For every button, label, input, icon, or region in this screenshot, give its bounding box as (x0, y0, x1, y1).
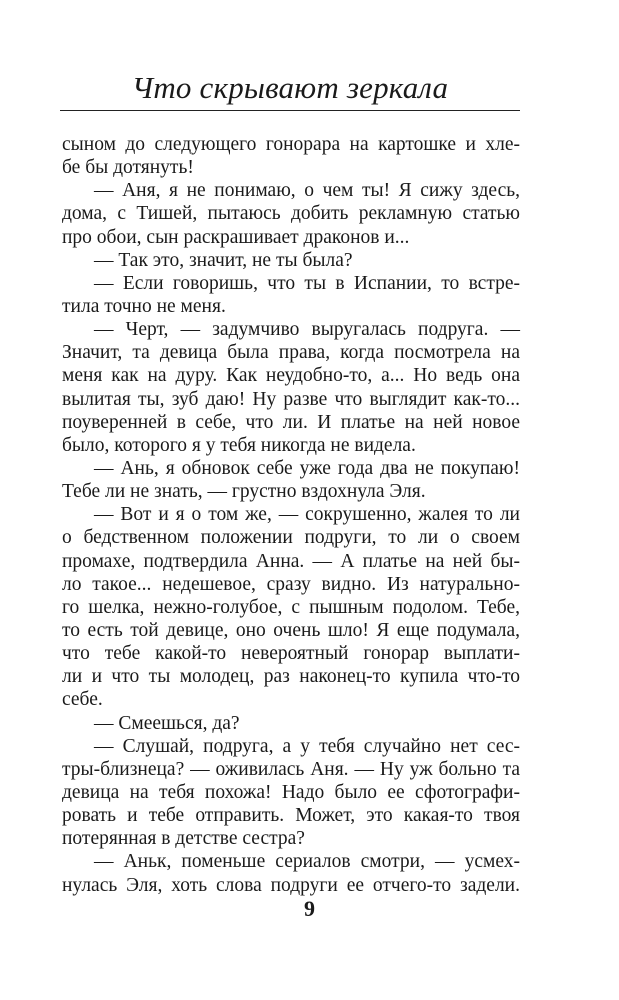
text-line: ли и что ты молодец, раз наконец-то купила что-то (62, 666, 520, 688)
text-line: Значит, та девица была права, когда посмотрела на (62, 342, 520, 364)
text-line: — Смеешься, да? (94, 712, 240, 734)
running-header (60, 66, 520, 111)
text-line: бе бы дотянуть! (62, 157, 194, 179)
text-line: тила точно не меня. (62, 295, 226, 317)
text-line: про обои, сын раскрашивает драконов и... (62, 226, 410, 248)
text-line: себе. (62, 689, 103, 711)
text-line: промахе, подтвердила Анна. — А платье на ней бы- (62, 550, 520, 572)
text-line: Тебе ли не знать, — грустно вздохнула Эля. (62, 481, 426, 503)
text-line: сыном до следующего гонорара на картошке и хле- (62, 134, 520, 155)
text-line: ло такое... недешевое, сразу видно. Из натурально- (62, 573, 520, 595)
text-line: тры-близнеца? — оживилась Аня. — Ну уж больно та (62, 758, 520, 780)
text-line: нулась Эля, хоть слова подруги ее отчего-то задели. (62, 874, 520, 896)
text-line: — Аня, я не понимаю, о чем ты! Я сижу здесь, (94, 180, 520, 202)
text-line: — Черт, — задумчиво выругалась подруга. — (94, 319, 520, 341)
text-line: — Вот и я о том же, — сокрушенно, жалея то ли (94, 504, 520, 526)
text-line: — Слушай, подруга, а у тебя случайно нет сес- (94, 735, 520, 757)
running-title: Что скрывают зеркала (131, 70, 449, 105)
text-line: — Если говоришь, что ты в Испании, то встре- (94, 272, 520, 294)
text-line: ровать и тебе отправить. Может, это какая-то твоя (62, 805, 520, 827)
text-line: меня как на дуру. Как неудобно-то, а... Но ведь она (62, 365, 520, 387)
text-line: — Ань, я обновок себе уже года два не покупаю! (94, 457, 520, 479)
text-line: потерянная в детстве сестра? (62, 828, 305, 850)
text-line: было, которого я у тебя никогда не видела. (62, 434, 416, 456)
text-line: то есть той девице, оно очень шло! Я еще подумала, (62, 619, 520, 641)
text-line: — Аньк, поменьше сериалов смотри, — усмех- (94, 851, 520, 873)
text-line: что тебе какой-то невероятный гонорар выплати- (62, 643, 520, 665)
page-number: 9 (304, 896, 315, 921)
text-line: го шелка, нежно-голубое, с пышным подолом. Тебе, (62, 596, 520, 618)
text-line: девица на тебя похожа! Надо было ее сфотографи- (62, 781, 520, 803)
text-line: поувереннeй в себе, что ли. И платье на ней новое (62, 411, 520, 433)
body-text (62, 133, 520, 897)
text-line: вылитая ты, зуб даю! Ну разве что выглядит как-то... (62, 388, 520, 410)
text-line: — Так это, значит, не ты была? (94, 249, 353, 271)
text-line: дома, с Тишей, пытаюсь добить рекламную статью (62, 203, 520, 225)
text-line: о бедственном положении подруги, то ли о своем (62, 527, 520, 549)
